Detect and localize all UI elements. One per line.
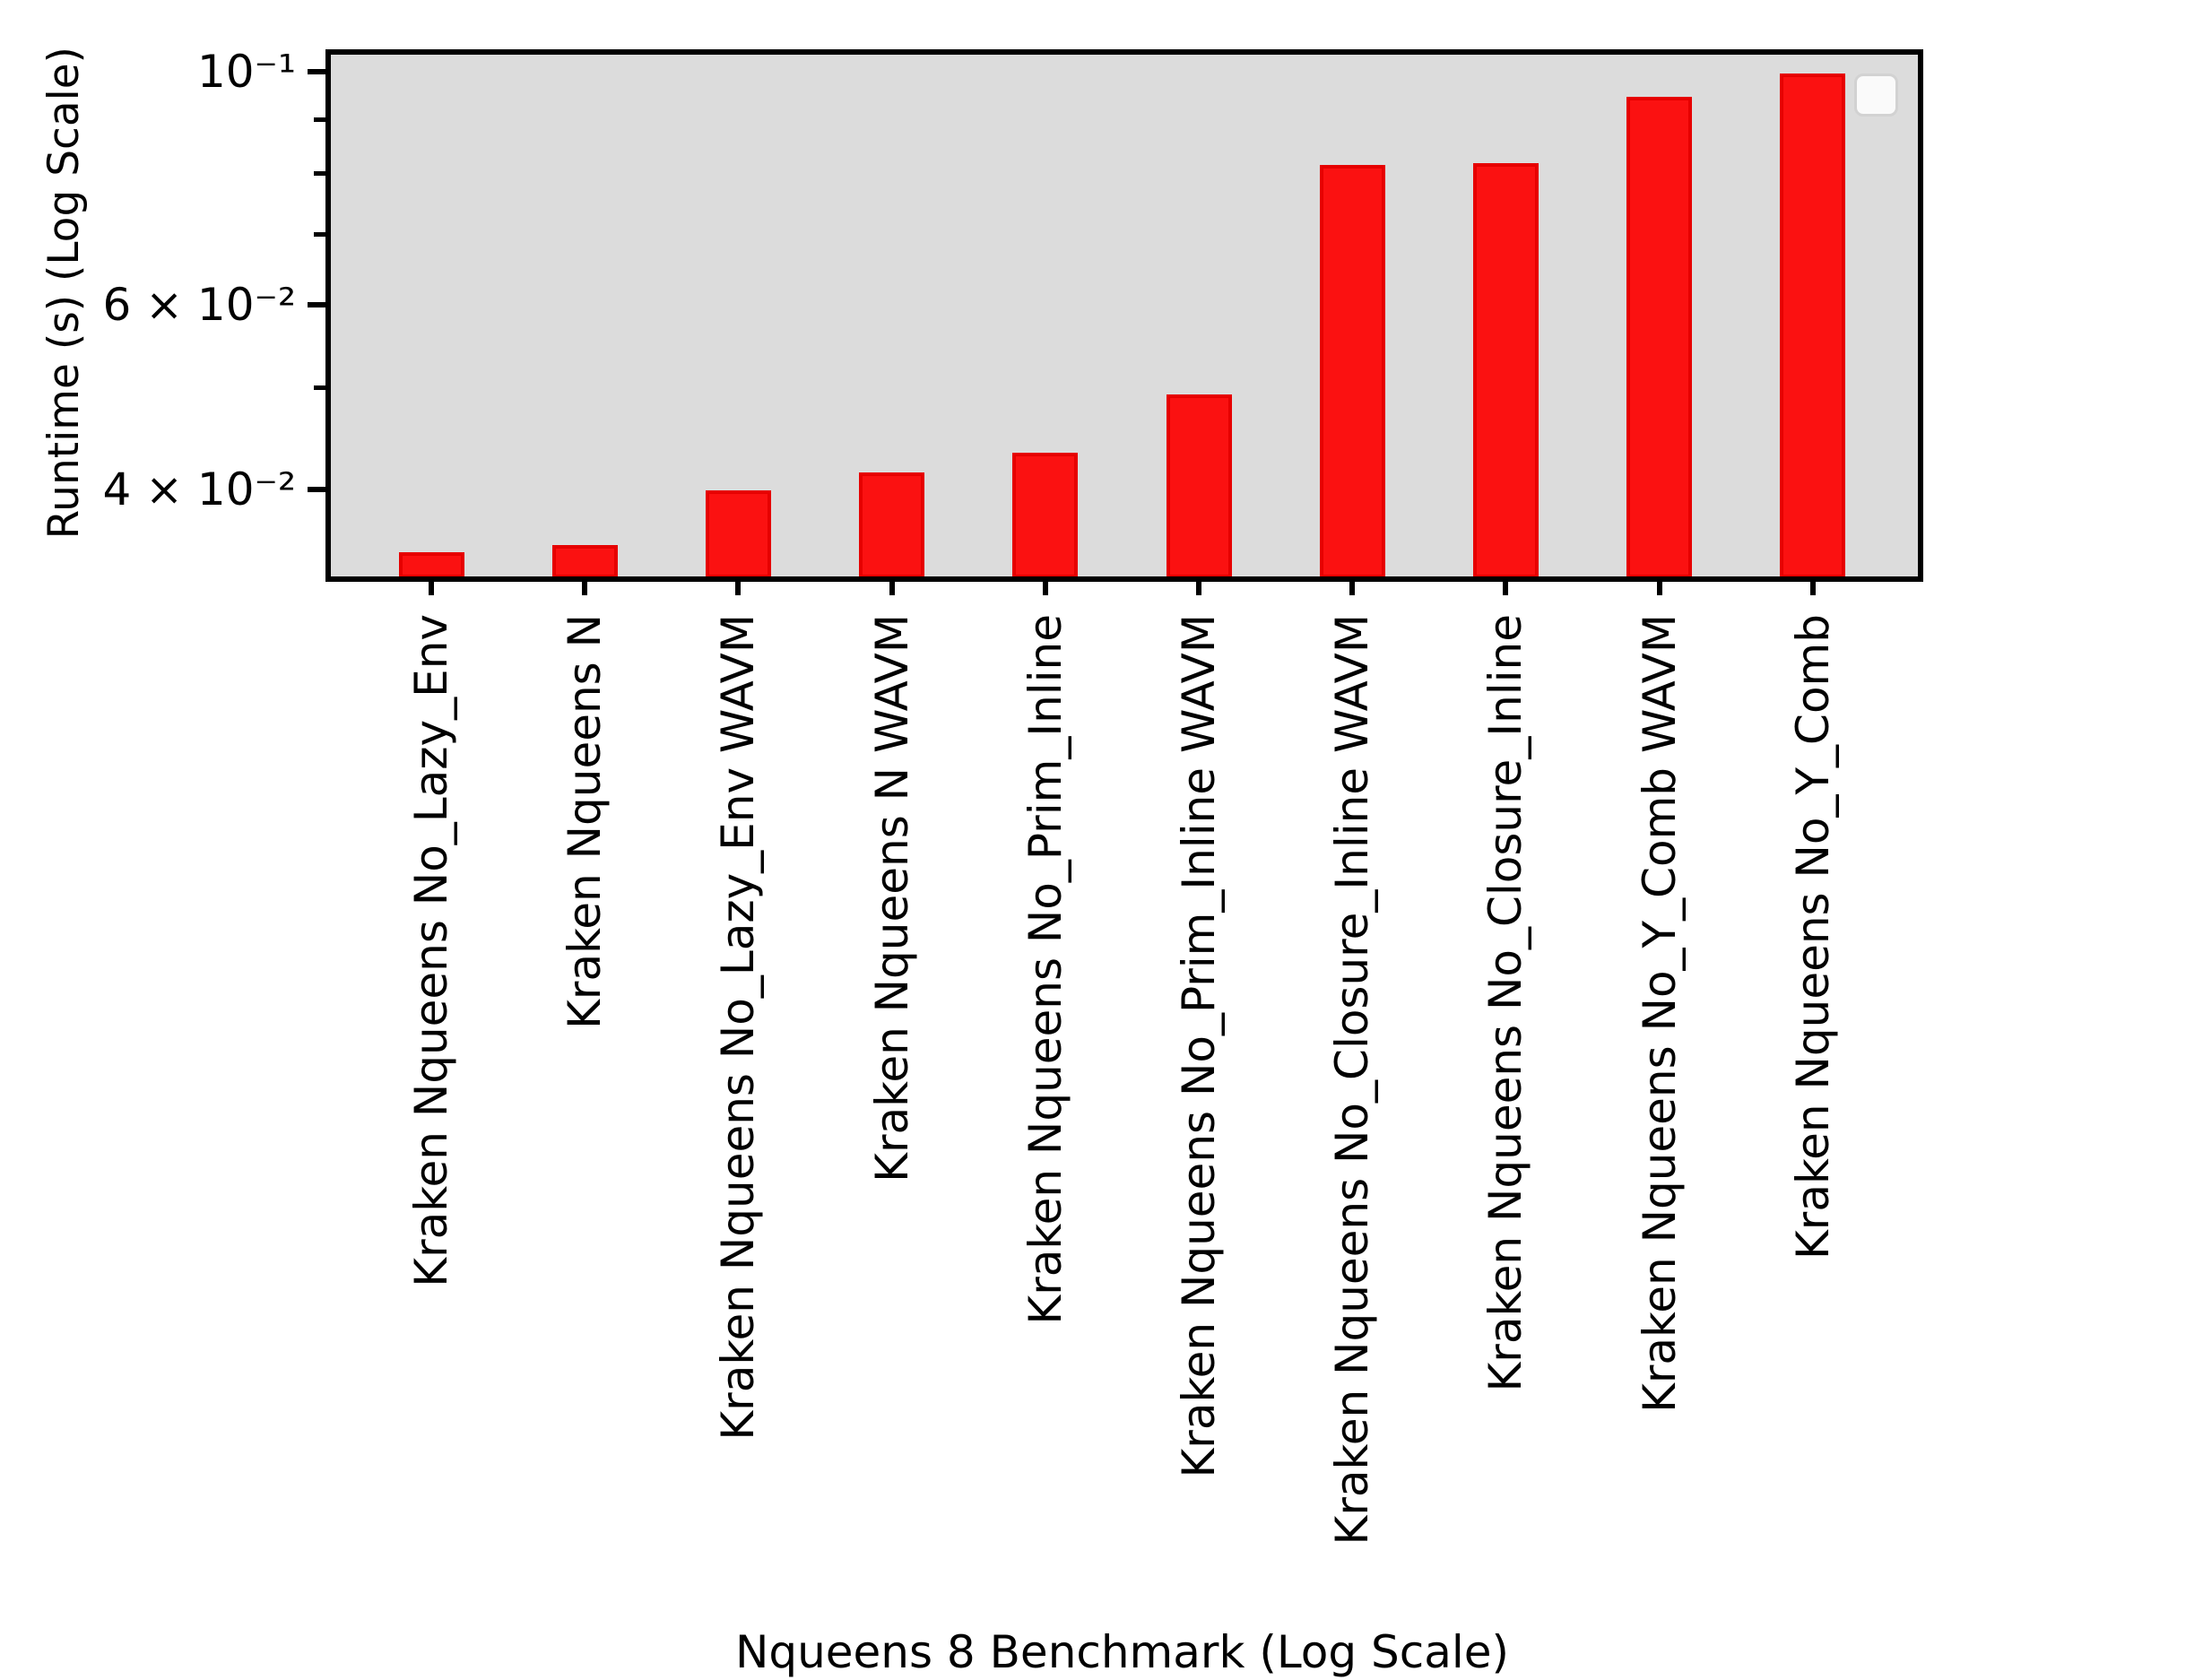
y-tick-label: 4 × 10⁻² (102, 463, 296, 515)
x-axis-label: Nqueens 8 Benchmark (Log Scale) (734, 1626, 1510, 1678)
axis-spine-right (1918, 49, 1923, 582)
bar (1626, 97, 1692, 578)
bar (859, 472, 924, 578)
y-minor-tick (314, 171, 325, 176)
x-category-label: Kraken Nqueens No_Lazy_Env (405, 614, 457, 1287)
x-category-label: Kraken Nqueens N (559, 614, 611, 1029)
bar (1167, 394, 1232, 578)
axis-spine-top (325, 49, 1923, 55)
x-category-label: Kraken Nqueens No_Y_Comb WAVM (1633, 614, 1686, 1413)
x-tick (889, 579, 895, 595)
bars-layer (325, 51, 1919, 578)
x-category-label: Kraken Nqueens No_Lazy_Env WAVM (712, 614, 765, 1441)
y-minor-tick (314, 117, 325, 122)
bar (399, 552, 464, 578)
x-tick (1657, 579, 1662, 595)
y-minor-tick (314, 232, 325, 237)
y-major-tick (308, 69, 325, 74)
x-category-label: Kraken Nqueens No_Prim_Inline (1019, 614, 1071, 1325)
y-major-tick (308, 302, 325, 307)
x-tick (735, 579, 741, 595)
x-tick (1810, 579, 1816, 595)
y-axis-label: Runtime (s) (Log Scale) (39, 47, 89, 540)
x-tick (429, 579, 434, 595)
bar (706, 490, 771, 578)
x-tick (1503, 579, 1508, 595)
axis-spine-left (325, 49, 331, 582)
x-category-label: Kraken Nqueens No_Prim_Inline WAVM (1173, 614, 1225, 1478)
x-category-label: Kraken Nqueens N WAVM (865, 614, 918, 1182)
y-tick-label: 6 × 10⁻² (102, 278, 296, 331)
x-category-label: Kraken Nqueens No_Closure_Inline WAVM (1326, 614, 1379, 1546)
axis-spine-bottom (325, 576, 1923, 582)
x-tick (1043, 579, 1048, 595)
y-minor-tick (314, 385, 325, 390)
x-tick (1196, 579, 1201, 595)
x-category-label: Kraken Nqueens No_Closure_Inline (1479, 614, 1532, 1392)
x-tick (582, 579, 587, 595)
bar (1012, 453, 1078, 578)
x-tick (1349, 579, 1355, 595)
bar (1780, 74, 1845, 578)
y-tick-label: 10⁻¹ (196, 46, 296, 98)
x-category-label: Kraken Nqueens No_Y_Comb (1786, 614, 1839, 1260)
bar (552, 545, 618, 578)
legend-box (1854, 74, 1898, 117)
bar (1320, 165, 1385, 578)
y-major-tick (308, 487, 325, 492)
bar (1473, 163, 1539, 578)
